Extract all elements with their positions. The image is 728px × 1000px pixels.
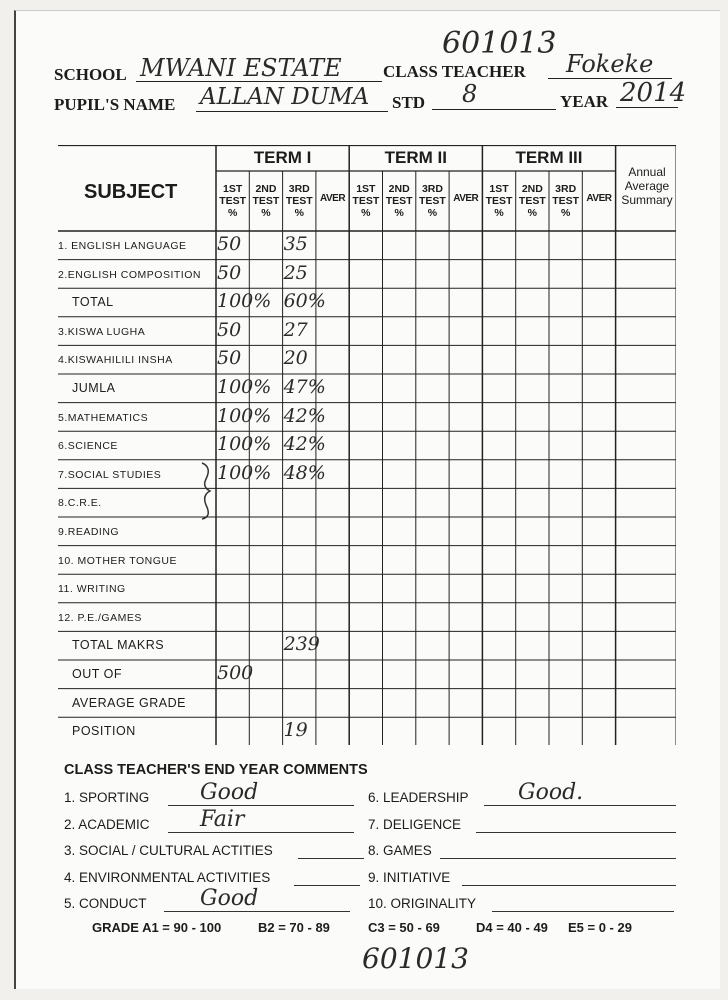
- test-subheader: 3RD TEST %: [419, 183, 446, 219]
- comment-line: [164, 911, 350, 912]
- subject-label: TOTAL MAKRS: [72, 638, 165, 653]
- subject-label: 1. ENGLISH LANGUAGE: [58, 240, 187, 252]
- code-bottom: 601013: [362, 942, 469, 975]
- term1-test3-mark: 47%: [283, 376, 326, 398]
- term1-test3-mark: 42%: [283, 433, 326, 456]
- term1-test1-mark: 500: [217, 662, 254, 684]
- test-subheader: 3RD TEST %: [285, 183, 313, 219]
- comment-label: 10. ORIGINALITY: [368, 896, 477, 911]
- comment-value: Good: [200, 780, 259, 805]
- term1-test3-mark: 25: [283, 261, 308, 284]
- term1-test3-mark: 20: [283, 347, 308, 370]
- term1-test3-mark: 35: [283, 233, 308, 255]
- pupil-value: ALLAN DUMA: [200, 84, 370, 110]
- subject-label: 3.KISWA LUGHA: [58, 325, 146, 338]
- subject-label: OUT OF: [72, 667, 122, 681]
- term1-test1-mark: 50: [217, 233, 242, 255]
- test-subheader: 1ST TEST %: [485, 183, 513, 219]
- subject-label: 8.C.R.E.: [58, 497, 102, 510]
- term1-test1-mark: 100%: [217, 461, 272, 484]
- term1-test3-mark: 60%: [283, 290, 326, 313]
- test-subheader: 3RD TEST %: [552, 183, 580, 219]
- comment-line: [462, 885, 676, 886]
- grade-scale: C3 = 50 - 69: [368, 920, 440, 935]
- comment-line: [298, 858, 364, 859]
- comment-label: 9. INITIATIVE: [368, 869, 451, 885]
- term1-test1-mark: 100%: [217, 290, 272, 313]
- comment-line: [484, 805, 676, 806]
- subject-label: POSITION: [72, 724, 136, 739]
- test-subheader: AVER: [320, 193, 346, 204]
- test-subheader: 1ST TEST %: [352, 183, 380, 219]
- subject-label: 5.MATHEMATICS: [58, 411, 149, 424]
- grade-scale: D4 = 40 - 49: [476, 920, 548, 935]
- term1-test3-mark: 19: [283, 719, 308, 742]
- grade-scale: B2 = 70 - 89: [258, 920, 330, 935]
- teacher-label: CLASS TEACHER: [383, 62, 526, 81]
- term-header: TERM I: [253, 148, 312, 167]
- comment-label: 7. DELIGENCE: [368, 816, 462, 832]
- term1-test3-mark: 42%: [283, 404, 326, 427]
- term1-test1-mark: 50: [217, 261, 242, 284]
- subject-label: 9.READING: [58, 526, 120, 538]
- comment-value: Good: [200, 886, 259, 911]
- grade-scale: E5 = 0 - 29: [568, 920, 632, 935]
- comments-title: CLASS TEACHER'S END YEAR COMMENTS: [64, 762, 368, 778]
- subject-label: 6.SCIENCE: [58, 440, 118, 453]
- test-subheader: 1ST TEST %: [219, 183, 247, 219]
- comment-label: 2. ACADEMIC: [64, 816, 150, 832]
- comment-value: Fair: [200, 806, 245, 832]
- annual-header-text: Annual Average Summary: [621, 165, 673, 207]
- term-header: TERM II: [384, 148, 447, 167]
- pupil-label: PUPIL'S NAME: [54, 95, 176, 114]
- test-subheader: AVER: [586, 193, 612, 204]
- comment-label: 8. GAMES: [368, 843, 432, 858]
- comment-label: 4. ENVIRONMENTAL ACTIVITIES: [64, 869, 271, 885]
- comment-line: [492, 911, 674, 912]
- school-line: [136, 81, 382, 82]
- subject-label: JUMLA: [72, 381, 116, 395]
- test-subheader: AVER: [453, 193, 479, 204]
- term-header: TERM III: [515, 148, 583, 167]
- term1-test1-mark: 50: [217, 318, 242, 341]
- year-label: YEAR: [560, 92, 609, 111]
- term1-test1-mark: 100%: [217, 404, 272, 427]
- test-subheader: 2ND TEST %: [385, 183, 413, 219]
- std-line: [432, 109, 556, 110]
- term1-test3-mark: 239: [283, 633, 320, 656]
- code-top: 601013: [442, 26, 557, 61]
- subject-label: 4.KISWAHILILI INSHA: [58, 354, 173, 367]
- year-value: 2014: [620, 78, 687, 108]
- subject-label: 12. P.E./GAMES: [58, 611, 142, 624]
- subject-label: TOTAL: [72, 295, 114, 310]
- term1-test3-mark: 27: [283, 318, 308, 341]
- term1-test1-mark: 50: [217, 347, 242, 370]
- subject-header: SUBJECT: [84, 181, 178, 203]
- grade-scale: GRADE A1 = 90 - 100: [92, 920, 222, 935]
- school-label: SCHOOL: [54, 65, 127, 84]
- comment-label: 5. CONDUCT: [64, 896, 147, 911]
- term1-test3-mark: 48%: [283, 461, 326, 484]
- teacher-value: Fokeke: [566, 50, 654, 78]
- comment-value: Good.: [518, 780, 584, 805]
- test-subheader: 2ND TEST %: [518, 183, 546, 219]
- annual-header: [616, 165, 678, 207]
- comment-line: [440, 858, 676, 859]
- term1-test1-mark: 100%: [217, 376, 272, 398]
- comment-line: [476, 832, 676, 833]
- subject-label: 2.ENGLISH COMPOSITION: [58, 268, 201, 281]
- subject-label: 7.SOCIAL STUDIES: [58, 468, 162, 481]
- comment-label: 6. LEADERSHIP: [368, 790, 469, 805]
- std-value: 8: [462, 80, 478, 108]
- results-table: [58, 145, 676, 743]
- test-subheader: 2ND TEST %: [252, 183, 280, 219]
- pupil-line: [196, 111, 388, 112]
- subject-label: AVERAGE GRADE: [72, 695, 186, 710]
- std-label: STD: [392, 93, 426, 112]
- subject-label: 11. WRITING: [58, 583, 126, 596]
- brace-mark: [198, 461, 218, 521]
- comment-line: [168, 832, 354, 833]
- subject-label: 10. MOTHER TONGUE: [58, 554, 177, 567]
- school-value: MWANI ESTATE: [140, 54, 342, 82]
- comment-label: 3. SOCIAL / CULTURAL ACTITIES: [64, 843, 273, 858]
- comment-label: 1. SPORTING: [64, 790, 150, 805]
- comment-line: [294, 885, 360, 886]
- comment-line: [168, 805, 354, 806]
- table-grid: [58, 145, 676, 745]
- year-line: [616, 107, 678, 108]
- term1-test1-mark: 100%: [217, 433, 272, 456]
